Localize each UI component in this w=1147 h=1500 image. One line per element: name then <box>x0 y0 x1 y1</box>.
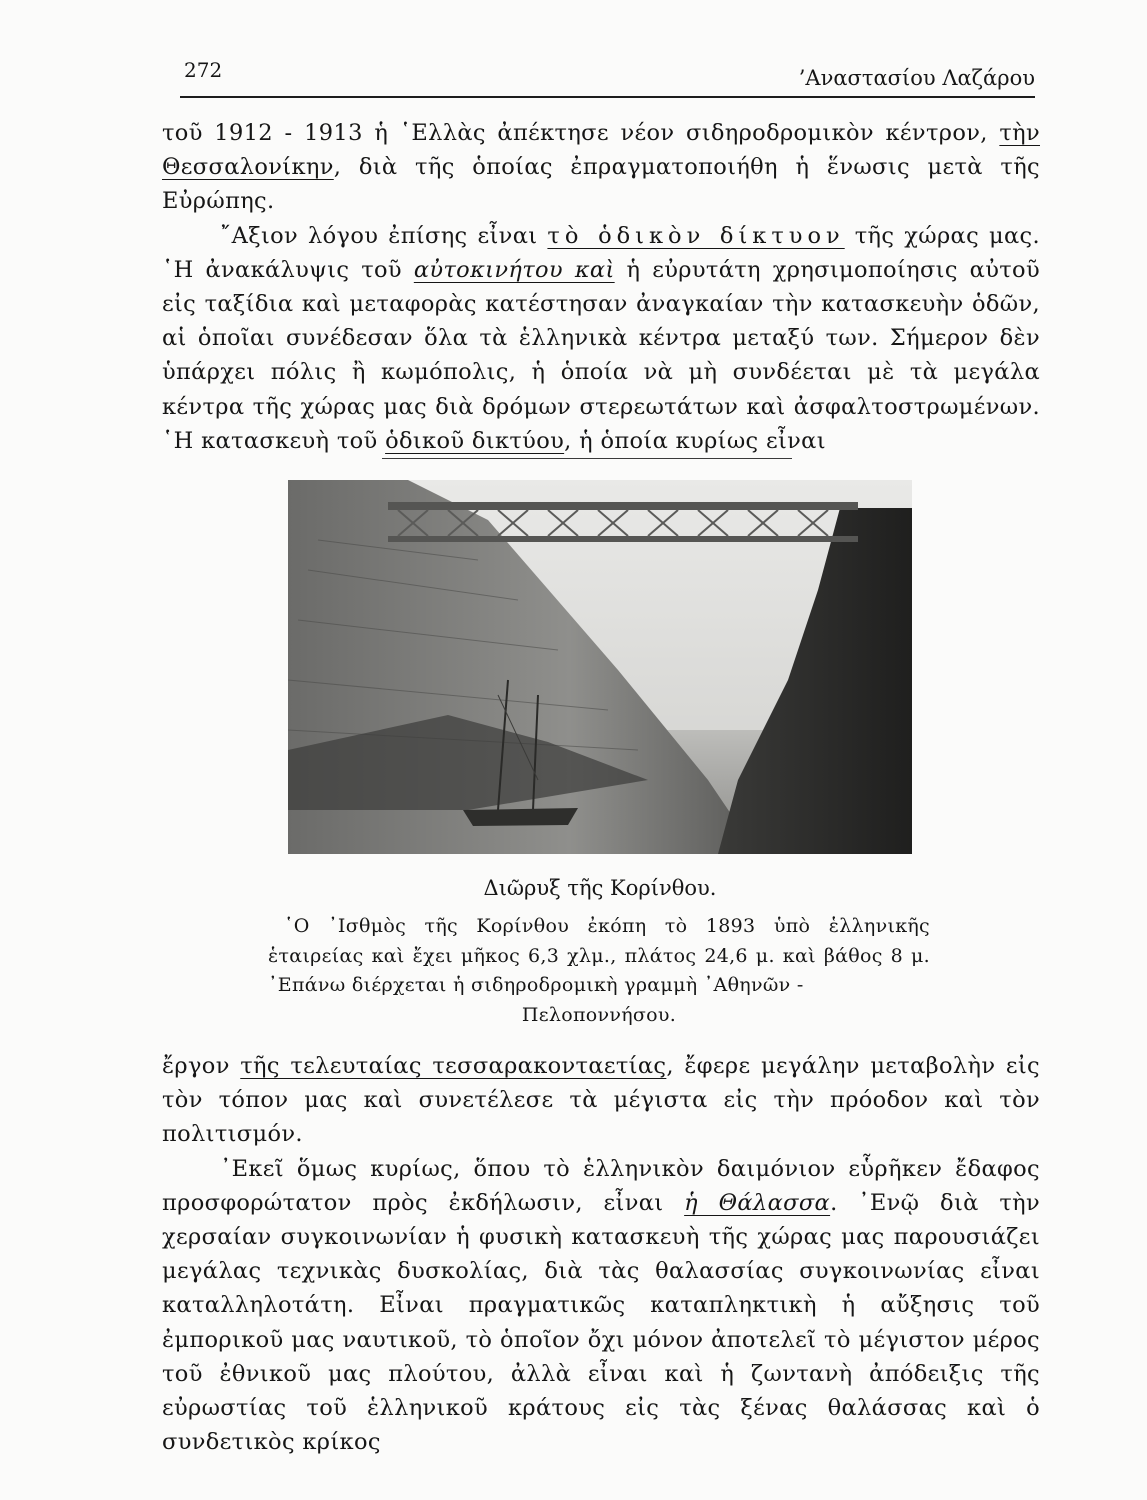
paragraph-transport-work: ἔργον τῆς τελευταίας τεσσαρακονταετίας, ἔφερε μεγάλην μεταβολὴν εἰς τὸν τόπον μας καὶ συνετέλεσε τὰ μέγιστα εἰς τὴν πρόοδον καὶ τὸν πολιτισμόν. <box>162 1053 1041 1148</box>
top-text-block <box>162 116 1040 458</box>
paragraph-sea: ᾿Εκεῖ ὅμως κυρίως, ὅπου τὸ ἑλληνικὸν δαιμόνιον εὗρῆκεν ἔδαφος προσφορώτατον πρὸς ἐκδήλωσιν, εἶναι ἡ Θάλασσα. ᾿Ενῷ διὰ τὴν χερσαίαν συγκοινωνίαν ἡ φυσικὴ κατασκευὴ τῆς χώρας μας παρουσιάζει μεγάλας τεχνικὰς δυσκολίας, διὰ τὰς θαλασσίας συγκοινωνίας εἶναι καταλληλοτάτη. Εἶναι πραγματικῶς καταπληκτικὴ ἡ αὔξησις τοῦ ἐμπορικοῦ μας ναυτικοῦ, τὸ ὁποῖον ὄχι μόνον ἀποτελεῖ τὸ μέγιστον μέρος τοῦ ἐθνικοῦ μας πλούτου, ἀλλὰ εἶναι καὶ ἡ ζωντανὴ ἀπόδειξις τῆς εὐρωστίας τοῦ ἑλληνικοῦ κράτους εἰς τὰς ξένας θαλάσσας καὶ ὁ συνδετικὸς κρίκος <box>162 1155 1040 1456</box>
figure-caption-text: ῾Ο ᾿Ισθμὸς τῆς Κορίνθου ἐκόπη τὸ 1893 ὑπὸ ἑλληνικῆς ἑταιρείας καὶ ἔχει μῆκος 6,3 χλμ., πλάτος 24,6 μ. καὶ βάθος 8 μ. ᾿Επάνω διέρχεται ἡ σιδηροδρομικὴ γραμμὴ ᾿Αθηνῶν - Πελοποννήσου. <box>268 912 930 1030</box>
running-title: ’Αναστασίου Λαζάρου <box>798 66 1035 90</box>
section-divider <box>382 458 792 459</box>
underlined-phrase: τὴν Θεσσαλονίκην <box>162 120 1040 181</box>
underlined-phrase: τῆς τελευταίας τεσσαρακονταετίας <box>240 1053 667 1079</box>
figure-caption-last-line: Πελοποννήσου. <box>521 1003 677 1026</box>
underlined-italic-phrase: ἡ Θάλασσα <box>684 1189 831 1216</box>
figure-caption-title: Διῶρυξ τῆς Κορίνθου. <box>483 876 717 900</box>
underlined-phrase: τὸ ὁδικὸν δίκτυον <box>547 222 845 249</box>
page-number: 272 <box>184 58 223 82</box>
paragraph-road-network: ῎Αξιον λόγου ἐπίσης εἶναι τὸ ὁδικὸν δίκτυον τῆς χώρας μας. ῾Η ἀνακάλυψις τοῦ αὐτοκινήτου καὶ ἡ εὐρυτάτη χρησιμοποίησις αὐτοῦ εἰς ταξίδια καὶ μεταφορὰς κατέστησαν ἀναγκαίαν τὴν κατασκευὴν ὁδῶν, αἱ ὁποῖαι συνέδεσαν ὅλα τὰ ἑλληνικὰ κέντρα μεταξύ των. Σήμερον δὲν ὑπάρχει πόλις ἢ κωμόπολις, ἡ ὁποία νὰ μὴ συνδέεται μὲ τὰ μεγάλα κέντρα τῆς χώρας μας διὰ δρόμων στερεωτάτων καὶ ἀσφαλτοστρωμένων. ῾Η κατασκευὴ τοῦ ὁδικοῦ δικτύου, ἡ ὁποία κυρίως εἶναι <box>162 222 1041 454</box>
corinth-canal-photo <box>288 480 912 854</box>
page-header <box>180 52 1035 98</box>
bottom-text-block <box>162 1049 1040 1459</box>
underlined-italic-phrase: αὐτοκινήτου καὶ <box>413 256 615 283</box>
paragraph-railway: τοῦ 1912 - 1913 ἡ ῾Ελλὰς ἀπέκτησε νέον σιδηροδρομικὸν κέντρον, τὴν Θεσσαλονίκην, διὰ τῆς ὁποίας ἐπραγματοποιήθη ἡ ἕνωσις μετὰ τῆς Εὐρώπης. <box>162 120 1040 215</box>
corinth-canal-illustration <box>288 480 912 854</box>
underlined-phrase: ὁδικοῦ δικτύου <box>385 427 565 454</box>
